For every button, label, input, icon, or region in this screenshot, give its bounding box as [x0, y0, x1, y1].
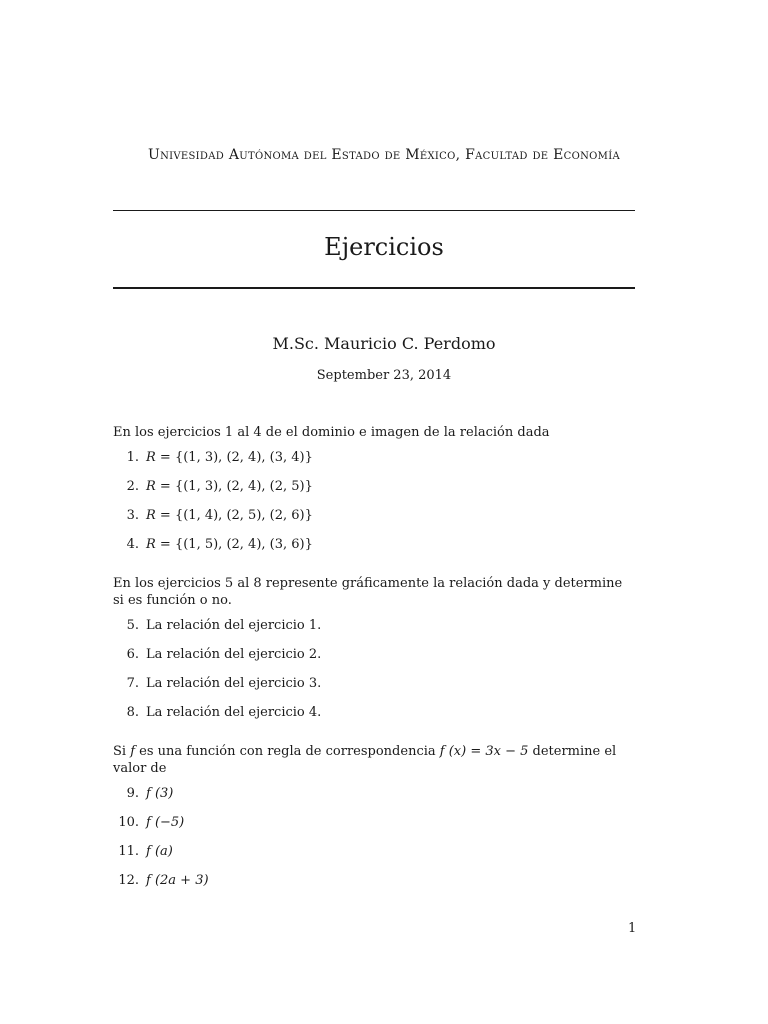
item-math-var: R [146, 508, 156, 523]
list-item [113, 536, 635, 565]
item-math-var: R [146, 450, 156, 465]
item-number: 5. [126, 618, 139, 633]
item-number: 6. [126, 647, 139, 662]
intro-text: Si [113, 744, 131, 759]
item-math-var: R [146, 537, 156, 552]
item-text: La relación del ejercicio 3. [146, 676, 322, 691]
item-math-expr: = {(1, 3), (2, 4), (3, 4)} [155, 450, 313, 465]
list-item [113, 449, 635, 478]
section3-list [113, 785, 635, 901]
page-number: 1 [628, 921, 637, 936]
item-number: 7. [126, 676, 139, 691]
intro-math-f: f [130, 744, 136, 759]
item-text: La relación del ejercicio 2. [146, 647, 322, 662]
intro-text: determine el valor de [113, 744, 617, 776]
item-math: f (−5) [146, 815, 185, 830]
item-math-expr: = {(1, 5), (2, 4), (3, 6)} [155, 537, 313, 552]
intro-math-formula: f (x) = 3x − 5 [439, 744, 529, 759]
list-item [113, 872, 635, 901]
author-name: M.Sc. Mauricio C. Perdomo [272, 334, 496, 353]
list-item [113, 704, 635, 733]
list-item [113, 646, 635, 675]
section3-intro [113, 743, 635, 777]
item-number: 11. [118, 844, 139, 859]
item-number: 12. [118, 873, 139, 888]
item-math: f (3) [146, 786, 174, 801]
item-number: 9. [126, 786, 139, 801]
document-date: September 23, 2014 [316, 368, 452, 383]
list-item [113, 675, 635, 704]
list-item [113, 507, 635, 536]
list-item [113, 843, 635, 872]
item-number: 1. [126, 450, 139, 465]
section2-intro: En los ejercicios 5 al 8 represente gráficamente la relación dada y determine si es función o no. [113, 576, 623, 608]
item-math: f (2a + 3) [146, 873, 209, 888]
item-text: La relación del ejercicio 1. [146, 618, 322, 633]
item-number: 10. [118, 815, 139, 830]
item-number: 4. [126, 537, 139, 552]
item-number: 2. [126, 479, 139, 494]
section1-intro: En los ejercicios 1 al 4 de el dominio e imagen de la relación dada [113, 425, 550, 440]
title-rule-top [113, 210, 635, 211]
intro-text: es una función con regla de correspondencia [135, 744, 440, 759]
title-rule-bottom [113, 287, 635, 289]
list-item [113, 617, 635, 646]
list-item [113, 814, 635, 843]
item-text: La relación del ejercicio 4. [146, 705, 322, 720]
section2-list [113, 617, 635, 733]
item-math-var: R [146, 479, 156, 494]
list-item [113, 785, 635, 814]
document-body [113, 424, 635, 911]
item-math: f (a) [146, 844, 173, 859]
list-item [113, 478, 635, 507]
item-number: 3. [126, 508, 139, 523]
document-title: Ejercicios [324, 233, 444, 261]
institution-header: Univesidad Autónoma del Estado de México, Facultad de Economía [148, 147, 620, 163]
item-number: 8. [126, 705, 139, 720]
section1-list [113, 449, 635, 565]
item-math-expr: = {(1, 3), (2, 4), (2, 5)} [155, 479, 313, 494]
item-math-expr: = {(1, 4), (2, 5), (2, 6)} [155, 508, 313, 523]
